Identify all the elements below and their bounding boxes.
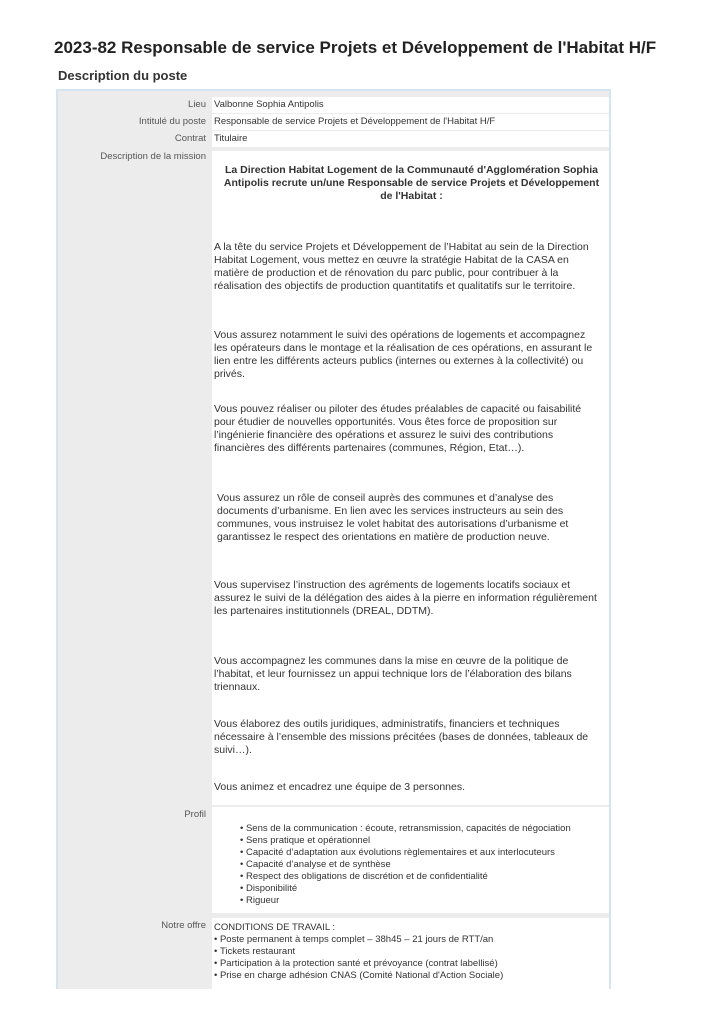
mission-headline: La Direction Habitat Logement de la Communauté d'Agglomération Sophia Antipolis recrute un/une Responsable de service Projets et Développement de l'Habitat : [223, 164, 600, 202]
list-item: • Sens de la communication : écoute, retransmission, capacités de négociation [240, 823, 571, 835]
list-item: • Participation à la protection santé et prévoyance (contrat labellisé) [214, 958, 609, 970]
field-intitule [58, 114, 609, 130]
field-label: Description de la mission [100, 151, 206, 162]
list-item: • Disponibilité [240, 883, 571, 895]
field-label: Intitulé du poste [138, 116, 206, 127]
mission-paragraph: Vous assurez un rôle de conseil auprès des communes et d’analyse des documents d’urbanisme. En lien avec les services instructeurs au sein des communes, vous instruisez le volet habitat des autorisations d’urbanisme et garantissez le respect des orientations en matière de production neuve. [217, 492, 569, 543]
field-lieu [58, 97, 609, 113]
field-label: Lieu [188, 99, 206, 110]
field-label: Profil [184, 809, 206, 820]
mission-paragraph: Vous pouvez réaliser ou piloter des études préalables de capacité ou faisabilité pour étudier de nouvelles opportunités. Vous êtes force de proposition sur l’ingénierie financière des opérations et assurez le suivi des contributions financières des différents partenaires (communes, Région, Etat…). [214, 403, 582, 454]
list-item: • Capacité d’adaptation aux évolutions règlementaires et aux interlocuteurs [240, 847, 571, 859]
list-item: • Prise en charge adhésion CNAS (Comité National d'Action Sociale) [214, 970, 609, 982]
offre-heading: CONDITIONS DE TRAVAIL : [214, 922, 336, 933]
section-title: Description du poste [58, 68, 188, 83]
profil-list-box [212, 807, 609, 913]
mission-paragraph: Vous supervisez l’instruction des agréments de logements locatifs sociaux et assurez le suivi de la délégation des aides à la pierre en information régulièrement les partenaires institutionnels (DREAL, DDTM). [214, 579, 597, 617]
mission-text [212, 151, 609, 805]
field-label: Contrat [174, 133, 206, 144]
list-item: • Capacité d’analyse et de synthèse [240, 859, 571, 871]
list-item: • Poste permanent à temps complet – 38h45 – 21 jours de RTT/an [214, 934, 609, 946]
job-description-panel [56, 89, 611, 989]
list-item: • Rigueur [240, 895, 571, 907]
page-title: 2023-82 Responsable de service Projets et Développement de l'Habitat H/F [54, 38, 657, 57]
mission-paragraph: Vous assurez notamment le suivi des opérations de logements et accompagnez les opérateurs dans le montage et la réalisation de ces opérations, en assurant le lien entre les différents acteurs publics (internes ou externes à la collectivité) ou privés. [214, 329, 593, 380]
mission-paragraph: Vous animez et encadrez une équipe de 3 personnes. [214, 781, 466, 793]
mission-paragraph: Vous élaborez des outils juridiques, administratifs, financiers et techniques nécessaire à l’ensemble des missions précitées (bases de données, tableaux de suivi…). [214, 718, 589, 756]
list-item: • Respect des obligations de discrétion et de confidentialité [240, 871, 571, 883]
mission-paragraph: Vous accompagnez les communes dans la mise en œuvre de la politique de l’habitat, et leur fournissez un appui technique lors de l’élaboration des bilans triennaux. [214, 655, 572, 693]
field-label: Notre offre [161, 920, 206, 931]
field-value: Titulaire [212, 131, 609, 147]
offre-list [214, 934, 609, 982]
mission-paragraph: A la tête du service Projets et Développement de l’Habitat au sein de la Direction Habitat Logement, vous mettez en œuvre la stratégie Habitat de la CASA en matière de production et de rénovation du parc public, pour contribuer à la réalisation des objectifs de production quantitatifs et qualitatifs sur le territoire. [214, 241, 589, 292]
offre-box [212, 918, 609, 989]
list-item: • Tickets restaurant [214, 946, 609, 958]
profil-list [240, 823, 571, 907]
field-value: Responsable de service Projets et Développement de l'Habitat H/F [212, 114, 609, 130]
list-item: • Sens pratique et opérationnel [240, 835, 571, 847]
field-contrat [58, 131, 609, 147]
field-value: Valbonne Sophia Antipolis [212, 97, 609, 113]
